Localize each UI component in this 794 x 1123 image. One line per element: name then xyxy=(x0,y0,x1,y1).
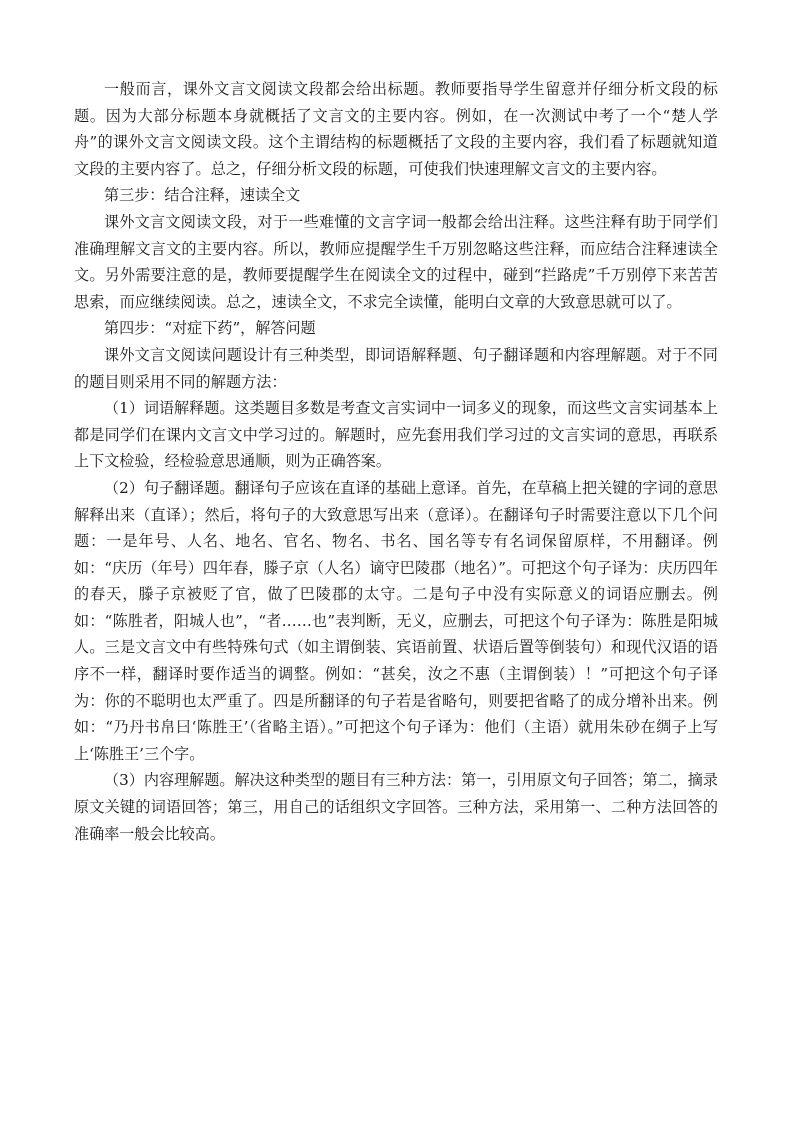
paragraph-question-types: 课外文言文阅读问题设计有三种类型，即词语解释题、句子翻译题和内容理解题。对于不同的题目则采用不同的解题方法： xyxy=(74,345,718,391)
document-body xyxy=(74,76,718,847)
step-three-heading: 第三步：结合注释，速读全文 xyxy=(104,186,301,205)
step-four-heading: 第四步：“对症下药”，解答问题 xyxy=(104,319,316,338)
item-word-explanation: （1）词语解释题。这类题目多数是考查文言实词中一词多义的现象，而这些文言实词基本上都是同学们在课内文言文中学习过的。解题时，应先套用我们学习过的文言实词的意思，再联系上下文检验，经检验意思通顺，则为正确答案。 xyxy=(74,399,718,471)
item-sentence-translation: （2）句子翻译题。翻译句子应该在直译的基础上意译。首先，在草稿上把关键的字词的意思解释出来（直译）；然后，将句子的大致意思写出来（意译）。在翻译句子时需要注意以下几个问题：一是年号、人名、地名、官名、物名、书名、国名等专有名词保留原样，不用翻译。例如：“庆历（年号）四年春，滕子京（人名）谪守巴陵郡（地名）”。可把这个句子译为：庆历四年的春天，滕子京被贬了官，做了巴陵郡的太守。二是句子中没有实际意义的词语应删去。例如：“陈胜者，阳城人也”，“者……也”表判断，无义，应删去，可把这个句子译为：陈胜是阳城人。三是文言文中有些特殊句式（如主谓倒装、宾语前置、状语后置等倒装句）和现代汉语的语序不一样，翻译时要作适当的调整。例如：“甚矣，汝之不惠（主谓倒装）！”可把这个句子译为：你的不聪明也太严重了。四是所翻译的句子若是省略句，则要把省略了的成分增补出来。例如：“乃丹书帛曰‘陈胜王’（省略主语）。”可把这个句子译为：他们（主语）就用朱砂在绸子上写上‘陈胜王’三个字。 xyxy=(74,478,718,763)
item-content-understanding: （3）内容理解题。解决这种类型的题目有三种方法：第一，引用原文句子回答；第二，摘录原文关键的词语回答；第三，用自己的话组织文字回答。三种方法，采用第一、二种方法回答的准确率一般会比较高。 xyxy=(74,771,718,843)
paragraph-annotations: 课外文言文阅读文段，对于一些难懂的文言字词一般都会给出注释。这些注释有助于同学们准确理解文言文的主要内容。所以，教师应提醒学生千万别忽略这些注释，而应结合注释速读全文。另外需要注意的是，教师要提醒学生在阅读全文的过程中，碰到“拦路虎”千万别停下来苦苦思索，而应继续阅读。总之，速读全文，不求完全读懂，能明白文章的大致意思就可以了。 xyxy=(74,212,718,311)
paragraph-title-analysis: 一般而言，课外文言文阅读文段都会给出标题。教师要指导学生留意并仔细分析文段的标题。因为大部分标题本身就概括了文言文的主要内容。例如，在一次测试中考了一个“楚人学舟”的课外文言文阅读文段。这个主谓结构的标题概括了文段的主要内容，我们看了标题就知道文段的主要内容了。总之，仔细分析文段的标题，可使我们快速理解文言文的主要内容。 xyxy=(74,80,718,178)
